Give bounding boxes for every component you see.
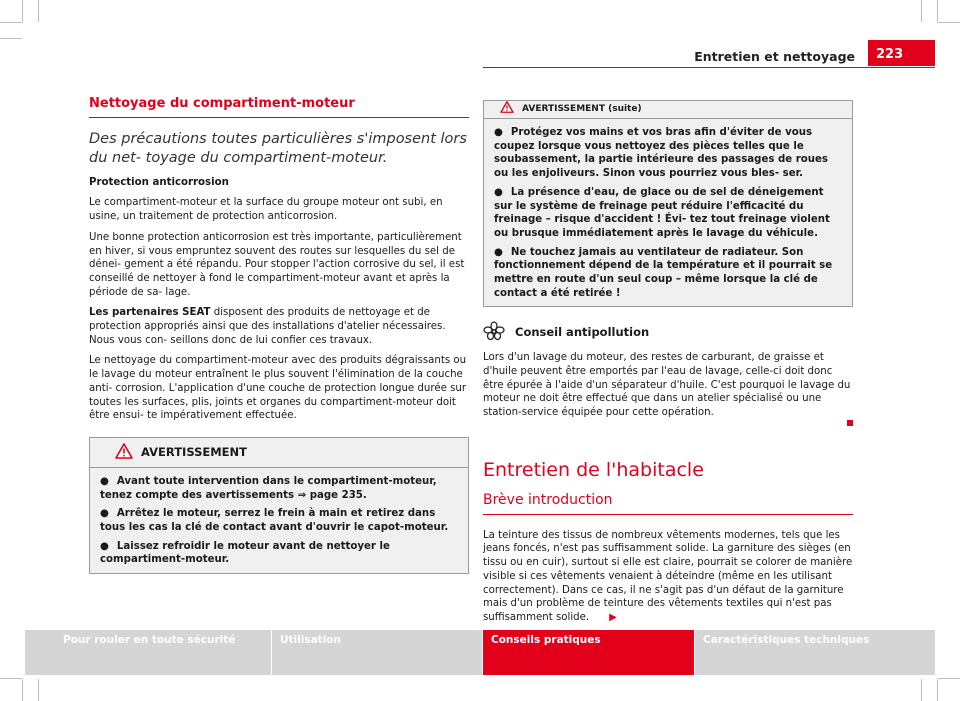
warning-triangle-icon (115, 443, 133, 463)
warning-header (90, 438, 468, 468)
arrow-right-icon: ▶ (609, 611, 617, 623)
left-column (89, 97, 469, 574)
subsection-title: Brève introduction (483, 494, 853, 515)
section-title: Nettoyage du compartiment-moteur (89, 97, 469, 118)
footer-tab-usage[interactable]: Utilisation (280, 634, 341, 646)
crop-mark (921, 0, 922, 22)
crop-mark (0, 38, 22, 39)
crop-mark (38, 0, 39, 22)
warning-item: ● Avant toute intervention dans le compartiment-moteur, tenez compte des avertissements ⇒ page 235. (100, 475, 437, 501)
crop-mark (22, 679, 23, 701)
crop-mark (937, 679, 938, 701)
chapter-title: Entretien de l'habitacle (483, 459, 704, 482)
warning-item: ● Protégez vos mains et vos bras afin d'éviter de vous coupez lorsque vous nettoyez des pièces telles que le soubassement, la partie intérieure des passages de roues ou les enjoliveurs. Sinon vous pourriez vous bles- ser. (494, 127, 828, 180)
paragraph: La teinture des tissus de nombreux vêtements modernes, tels que les jeans foncés, n'est pas suffisamment solide. La garniture des sièges (en tissu ou en cuir), surtout si elle est claire, pourrait se colorer de manière visible si ces vêtements venaient à déteindre (même en les utilisant correctement). Dans ce cas, il ne s'agit pas d'un défaut de la garniture mais d'un problème de teinture des vêtements textiles qui n'est pas suffisamment solide. ▶ (483, 529, 853, 623)
warning-item: ● Ne touchez jamais au ventilateur de radiateur. Son fonctionnement dépend de la température et il pourrait se mettre en route d'un seul coup – même lorsque la clé de contact a été retirée ! (494, 246, 833, 299)
warning-item: ● Arrêtez le moteur, serrez le frein à main et retirez dans tous les cas la clé de contact avant d'ouvrir le capot-moteur. (100, 508, 449, 534)
header-rule (483, 67, 935, 68)
subheading: Protection anticorrosion (89, 176, 229, 188)
warning-box-continued (483, 100, 853, 307)
right-column (483, 100, 853, 632)
crop-mark (938, 678, 960, 679)
warning-title: AVERTISSEMENT (141, 444, 248, 459)
crop-mark (938, 22, 960, 23)
crop-mark (921, 679, 922, 701)
brand-partners: Les partenaires SEAT (89, 307, 211, 319)
paragraph (89, 306, 469, 347)
crop-mark (22, 0, 23, 22)
warning-triangle-icon (500, 101, 514, 119)
eco-tip-header (483, 321, 853, 345)
paragraph: Une bonne protection anticorrosion est très importante, particulièrement en hiver, si vous empruntez souvent des routes sur lesquelles du sel de dénei- gement a été répandu. Pour stopper l'action corrosive du sel, il est conseillé de nettoyer à fond le compartiment-moteur avant et après la période de sa- lage. (89, 231, 465, 298)
eco-tip-text: Lors d'un lavage du moteur, des restes de carburant, de graisse et d'huile peuvent être emportés par l'eau de lavage, celle-ci doit donc être épurée à l'aide d'un séparateur d'huile. C'est pourquoi le lavage du moteur ne doit être effectué que dans un atelier spécialisé ou une station-service équipée pour cette opération. (483, 352, 851, 418)
flower-icon (483, 321, 505, 345)
section-intro: Des précautions toutes particulières s'imposent lors du net- toyage du compartiment-moteur. (89, 130, 467, 166)
crop-mark (937, 0, 938, 22)
warning-box (89, 437, 469, 574)
page-number: 223 (876, 47, 904, 62)
crop-mark (0, 678, 22, 679)
warning-header (484, 101, 852, 119)
warning-item: ● La présence d'eau, de glace ou de sel de déneigement sur le système de freinage peut réduire l'efficacité du freinage – risque d'accident ! Évi- tez tout freinage violent ou brusque immédiatement après le lavage du véhicule. (494, 186, 830, 239)
end-square-icon (847, 420, 853, 426)
paragraph-text: disposent des produits de nettoyage et de protection appropriés ainsi que des installations d'atelier nécessaires. Nous vous con- seillons donc de lui confier ces travaux. (89, 307, 446, 346)
warning-body (484, 119, 852, 306)
paragraph: Le compartiment-moteur et la surface du groupe moteur ont subi, en usine, un traitement de protection anticorrosion. (89, 197, 443, 223)
footer-tab-safety[interactable]: Pour rouler en toute sécurité (63, 634, 236, 646)
warning-item: ● Laissez refroidir le moteur avant de nettoyer le compartiment-moteur. (100, 540, 390, 566)
paragraph: Le nettoyage du compartiment-moteur avec des produits dégraissants ou le lavage du moteur entraînent le plus souvent l'élimination de la couche anti- corrosion. L'application d'une couche de protection longue durée sur toutes les surfaces, plis, joints et organes du compartiment-moteur doit être ensui- te impérativement effectuée. (89, 355, 467, 422)
footer-tab-technical[interactable]: Caractéristiques techniques (703, 634, 870, 646)
warning-title: AVERTISSEMENT (suite) (522, 103, 642, 114)
running-header-title: Entretien et nettoyage (694, 49, 855, 64)
crop-mark (0, 22, 22, 23)
crop-mark (38, 679, 39, 701)
eco-tip-title: Conseil antipollution (515, 325, 650, 340)
warning-body (90, 468, 468, 573)
footer-tab-practical[interactable]: Conseils pratiques (483, 630, 694, 675)
